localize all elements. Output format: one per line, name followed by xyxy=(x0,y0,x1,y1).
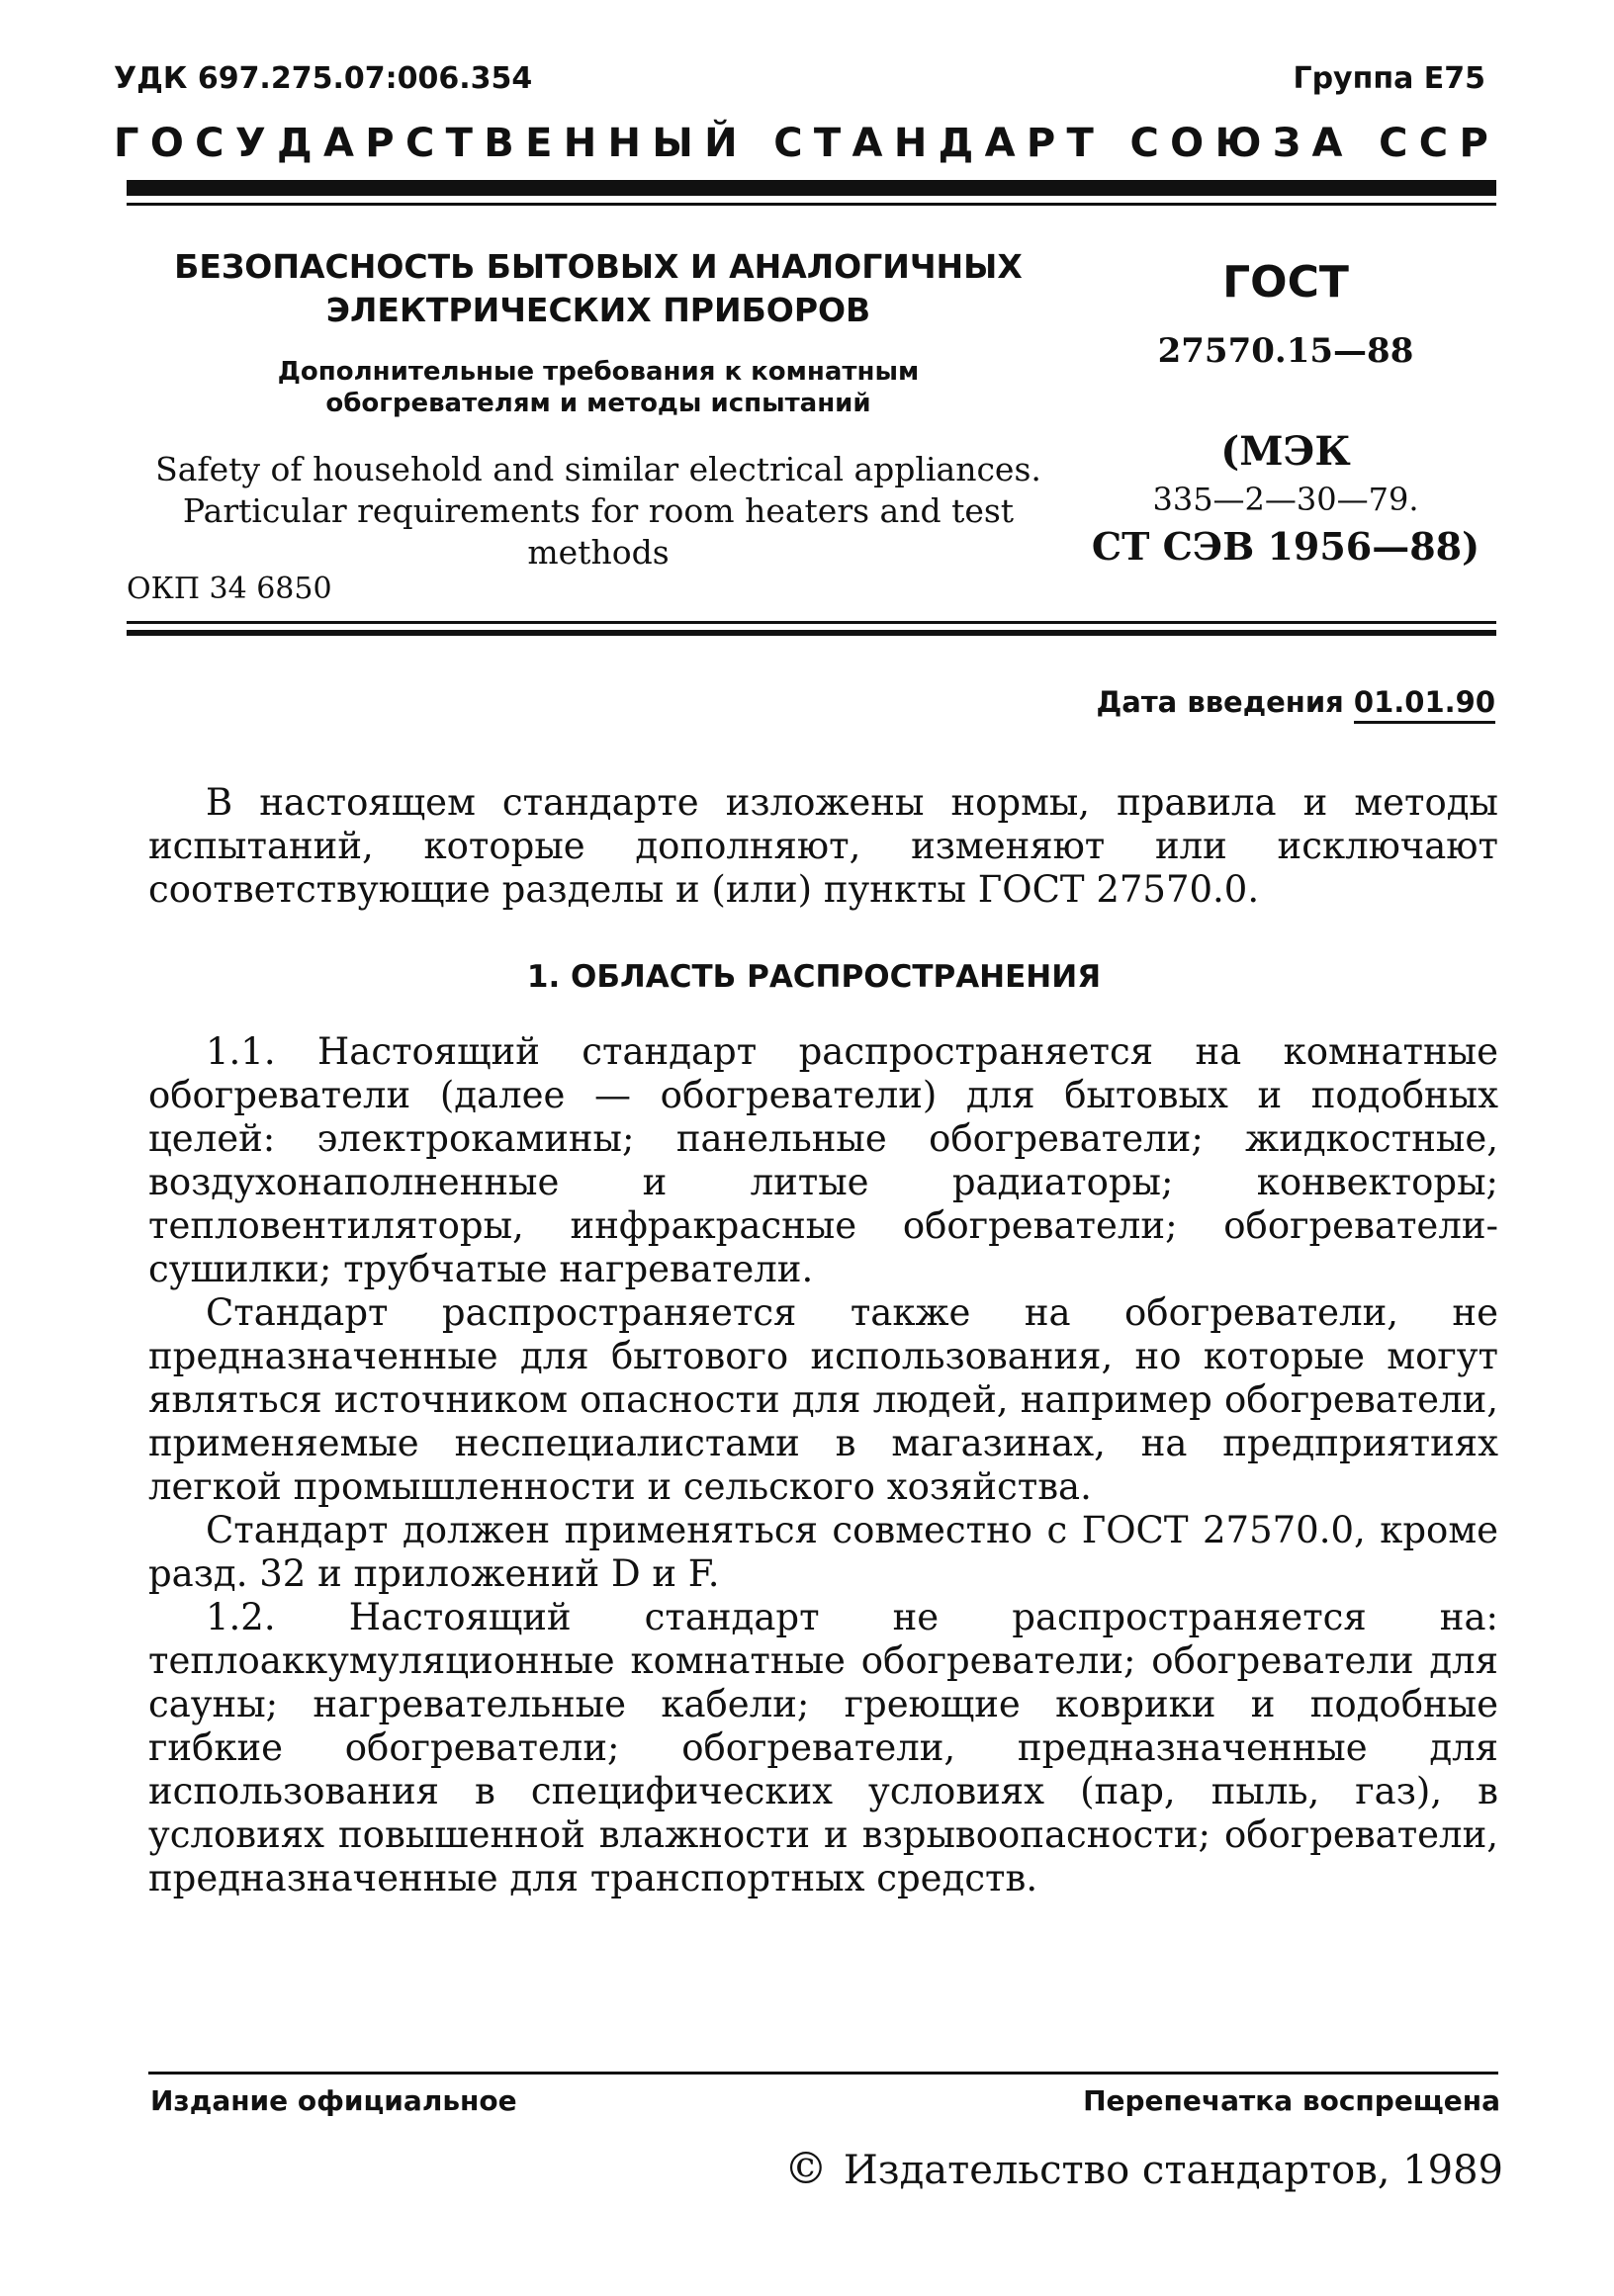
copyright-text: Издательство стандартов, 1989 xyxy=(843,2148,1503,2193)
heading-letter xyxy=(1354,121,1368,166)
heading-letter: А xyxy=(852,121,883,166)
heading-letter: Р xyxy=(1459,121,1488,166)
heading-letter xyxy=(1105,121,1119,166)
title-block xyxy=(148,245,1048,574)
heading-letter: В xyxy=(484,121,514,166)
heading-letter: Т xyxy=(1066,121,1094,166)
paragraph: Стандарт должен применяться совместно с ГОСТ 27570.0, кроме разд. 32 и приложений D и F. xyxy=(148,1509,1498,1595)
heading-letter: А xyxy=(984,121,1016,166)
paragraph: 1.2. Настоящий стандарт не распространяется на: теплоаккумуляционные комнатные обогреватели; обогреватели для сауны; нагревательные кабели; греющие коврики и подобные гибкие обогреватели; обогреватели, предназначенные для использования в специфических условиях (пар, пыль, газ), в условиях повышенной влажности и взрывоопасности; обогреватели, предназначенные для транспортных средств. xyxy=(148,1596,1498,1899)
date-label: Дата введения xyxy=(1096,685,1344,719)
heading-letter: Р xyxy=(365,121,395,166)
heading-letter: С xyxy=(1379,121,1408,166)
heading-letter: О xyxy=(149,121,184,166)
heading-letter: Й xyxy=(704,121,738,166)
section-heading: 1. ОБЛАСТЬ РАСПРОСТРАНЕНИЯ xyxy=(526,959,1102,995)
section-body xyxy=(148,1030,1498,1900)
heading-letter: Д xyxy=(938,121,974,166)
gost-number: 27570.15—88 xyxy=(1157,331,1414,371)
copyright-line xyxy=(784,2144,1503,2194)
heading-letter: Г xyxy=(114,121,139,166)
intro-paragraph: В настоящем стандарте изложены нормы, правила и методы испытаний, которые дополняют, изменяют или исключают соответствующие разделы и (или) пункты ГОСТ 27570.0. xyxy=(148,781,1498,911)
heading-letter: Ы xyxy=(652,121,693,166)
date-value: 01.01.90 xyxy=(1354,685,1495,724)
copyright-icon: © xyxy=(783,2144,828,2194)
english-title-line-1: Safety of household and similar electrical appliances. xyxy=(155,450,1041,488)
official-edition-label: Издание официальное xyxy=(150,2084,517,2117)
heading-letter xyxy=(749,121,762,166)
iec-number: 335—2—30—79. xyxy=(1152,481,1419,518)
header-thin-rule xyxy=(127,203,1496,206)
english-title-line-2: Particular requirements for room heaters and test methods xyxy=(182,491,1015,572)
heading-letter: Н xyxy=(893,121,928,166)
heading-letter: С xyxy=(404,121,435,166)
heading-letter: Т xyxy=(445,121,473,166)
title-line-2: ЭЛЕКТРИЧЕСКИХ ПРИБОРОВ xyxy=(325,291,871,329)
heading-letter: Д xyxy=(277,121,313,166)
heading-letter: У xyxy=(234,121,266,166)
gost-designation xyxy=(1078,257,1493,569)
heading-letter: С xyxy=(1418,121,1449,166)
title-thick-rule xyxy=(127,630,1496,636)
paragraph: 1.1. Настоящий стандарт распространяется на комнатные обогреватели (далее — обогреватели) для бытовых и подобных целей: электрокамины; панельные обогреватели; жидкостные, воздухонаполненные и литые радиаторы; конвекторы; тепловентиляторы, инфракрасные обогреватели; обогреватели-сушилки; трубчатые нагреватели. xyxy=(148,1030,1498,1290)
heading-letter: Ю xyxy=(1214,121,1262,166)
group-code: Группа Е75 xyxy=(1293,61,1485,96)
title-thin-rule xyxy=(127,621,1496,624)
st-sev-number: СТ СЭВ 1956—88) xyxy=(1091,524,1480,569)
heading-letter: Т xyxy=(813,121,842,166)
heading-letter: А xyxy=(322,121,354,166)
footer-rule xyxy=(148,2072,1498,2075)
okp-code: ОКП 34 6850 xyxy=(127,572,332,606)
iec-label: (МЭК xyxy=(1220,428,1351,475)
introduction-date xyxy=(1096,685,1495,719)
heading-letter: Е xyxy=(525,121,553,166)
gost-label: ГОСТ xyxy=(1222,257,1349,308)
heading-letter: Н xyxy=(607,121,642,166)
heading-letter: Р xyxy=(1026,121,1056,166)
paragraph: Стандарт распространяется также на обогреватели, не предназначенные для бытового использования, но которые могут являться источником опасности для людей, например обогреватели, применяемые неспециалистами в магазинах, на предприятиях легкой промышленности и сельского хозяйства. xyxy=(148,1291,1498,1508)
state-standard-heading xyxy=(114,121,1488,166)
heading-letter: А xyxy=(1311,121,1343,166)
heading-letter: О xyxy=(1170,121,1205,166)
heading-letter: С xyxy=(773,121,803,166)
heading-letter: С xyxy=(195,121,224,166)
heading-letter: С xyxy=(1129,121,1159,166)
subtitle-line-1: Дополнительные требования к комнатным xyxy=(277,357,920,387)
udk-code: УДК 697.275.07:006.354 xyxy=(114,61,533,96)
reprint-prohibited-label: Перепечатка воспрещена xyxy=(1083,2084,1500,2117)
header-thick-rule xyxy=(127,180,1496,196)
subtitle-line-2: обогревателям и методы испытаний xyxy=(325,389,871,418)
heading-letter: Н xyxy=(563,121,597,166)
heading-letter: З xyxy=(1272,121,1301,166)
title-line-1: БЕЗОПАСНОСТЬ БЫТОВЫХ И АНАЛОГИЧНЫХ xyxy=(174,247,1023,286)
